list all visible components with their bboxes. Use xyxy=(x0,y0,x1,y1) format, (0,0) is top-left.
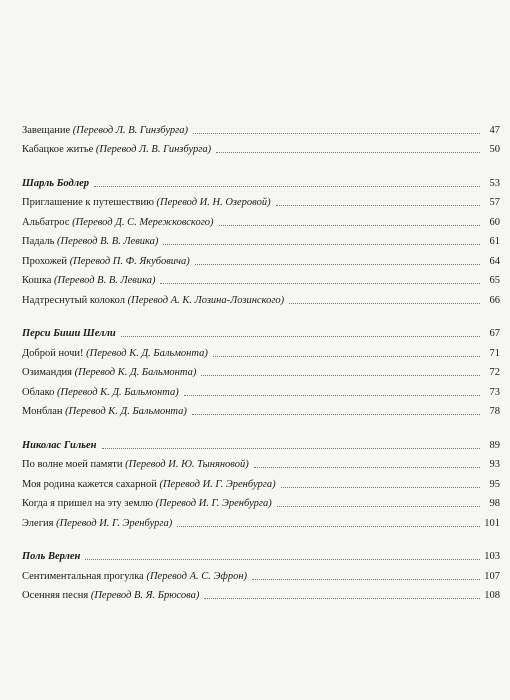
author-heading xyxy=(22,321,500,341)
dot-leader xyxy=(192,413,480,415)
toc-entry xyxy=(22,379,500,399)
toc-entry xyxy=(22,583,500,603)
dot-leader xyxy=(184,394,480,396)
dot-leader xyxy=(193,132,480,134)
page-number: 95 xyxy=(489,478,500,490)
toc-entry xyxy=(22,190,500,210)
section-gap xyxy=(22,418,500,432)
translator-credit: (Перевод В. В. Левика) xyxy=(57,236,159,247)
dot-leader xyxy=(195,263,480,265)
page-number: 61 xyxy=(489,236,500,247)
poem-title: Альбатрос (Перевод Д. С. Мережковского) xyxy=(22,216,214,228)
translator-credit: (Перевод В. Я. Брюсова) xyxy=(90,590,200,601)
translator-credit: (Перевод И. Н. Озеровой) xyxy=(156,197,271,208)
toc-entry xyxy=(22,452,500,472)
dot-leader xyxy=(177,525,480,527)
translator-credit: (Перевод Л. В. Гинзбурга) xyxy=(95,144,212,155)
page-number: 57 xyxy=(489,197,500,208)
toc-entry xyxy=(22,287,500,307)
section-gap xyxy=(22,307,500,321)
poem-title: Кабацкое житье (Перевод Л. В. Гинзбурга) xyxy=(22,144,212,155)
toc-entry xyxy=(22,399,500,419)
page-number: 71 xyxy=(489,347,500,359)
page-number: 47 xyxy=(489,124,500,136)
translator-credit: (Перевод Л. В. Гинзбурга) xyxy=(72,124,188,136)
page-number: 65 xyxy=(489,275,500,286)
page-number: 53 xyxy=(489,177,500,189)
dot-leader xyxy=(163,243,480,245)
toc-entry xyxy=(22,248,500,268)
author-heading xyxy=(22,432,500,452)
translator-credit: (Перевод И. Г. Эренбурга) xyxy=(159,478,276,490)
author-heading xyxy=(22,544,500,564)
dot-leader xyxy=(254,466,480,468)
page-number: 60 xyxy=(489,216,500,228)
poem-title: Завещание (Перевод Л. В. Гинзбурга) xyxy=(22,124,188,136)
author-name: Шарль Бодлер xyxy=(22,177,90,189)
author-heading xyxy=(22,170,500,190)
poem-title: Надтреснутый колокол (Перевод А. К. Лозина-Лозинского) xyxy=(22,294,285,306)
translator-credit: (Перевод В. В. Левика) xyxy=(54,275,156,286)
poem-title: Приглашение к путешествию (Перевод И. Н. Озеровой) xyxy=(22,197,271,208)
page-number: 66 xyxy=(489,294,500,306)
dot-leader xyxy=(277,505,480,507)
translator-credit: (Перевод К. Д. Бальмонта) xyxy=(86,347,208,359)
poem-title: Осенняя песня (Перевод В. Я. Брюсова) xyxy=(22,590,200,601)
toc-entry xyxy=(22,491,500,511)
page-number: 107 xyxy=(484,570,500,582)
dot-leader xyxy=(252,578,480,580)
page-number: 101 xyxy=(484,517,500,529)
toc-entry xyxy=(22,137,500,157)
section-gap xyxy=(22,156,500,170)
toc-entry xyxy=(22,471,500,491)
poem-title: Облако (Перевод К. Д. Бальмонта) xyxy=(22,386,179,398)
table-of-contents xyxy=(22,117,500,602)
poem-title: Моя родина кажется сахарной (Перевод И. Г. Эренбурга) xyxy=(22,478,276,490)
translator-credit: (Перевод А. К. Лозина-Лозинского) xyxy=(127,294,285,306)
toc-entry xyxy=(22,563,500,583)
poem-title: Элегия (Перевод И. Г. Эренбурга) xyxy=(22,517,173,529)
dot-leader xyxy=(201,374,480,376)
toc-entry xyxy=(22,209,500,229)
page-number: 64 xyxy=(489,255,500,267)
toc-entry xyxy=(22,340,500,360)
toc-entry xyxy=(22,360,500,380)
page-number: 72 xyxy=(489,367,500,378)
dot-leader xyxy=(85,558,480,560)
toc-entry xyxy=(22,229,500,249)
dot-leader xyxy=(94,185,480,187)
translator-credit: (Перевод К. Д. Бальмонта) xyxy=(65,406,187,417)
poem-title: Сентиментальная прогулка (Перевод А. С. Эфрон) xyxy=(22,570,248,582)
dot-leader xyxy=(276,204,480,206)
page-number: 67 xyxy=(489,328,500,339)
author-name: Николас Гильен xyxy=(22,439,97,451)
dot-leader xyxy=(281,486,480,488)
poem-title: Монблан (Перевод К. Д. Бальмонта) xyxy=(22,406,187,417)
dot-leader xyxy=(160,282,480,284)
dot-leader xyxy=(219,224,480,226)
page-number: 73 xyxy=(489,386,500,398)
poem-title: Озимандия (Перевод К. Д. Бальмонта) xyxy=(22,367,197,378)
dot-leader xyxy=(102,447,481,449)
page-number: 98 xyxy=(489,498,500,509)
dot-leader xyxy=(289,302,480,304)
page-number: 89 xyxy=(489,439,500,451)
dot-leader xyxy=(121,335,480,337)
page-number: 108 xyxy=(484,590,500,601)
toc-entry xyxy=(22,510,500,530)
poem-title: Падаль (Перевод В. В. Левика) xyxy=(22,236,159,247)
translator-credit: (Перевод П. Ф. Якубовича) xyxy=(69,255,190,267)
page-number: 50 xyxy=(489,144,500,155)
translator-credit: (Перевод К. Д. Бальмонта) xyxy=(74,367,197,378)
toc-entry xyxy=(22,117,500,137)
translator-credit: (Перевод И. Г. Эренбурга) xyxy=(56,517,173,529)
translator-credit: (Перевод И. Г. Эренбурга) xyxy=(155,498,272,509)
translator-credit: (Перевод Д. С. Мережковского) xyxy=(72,216,214,228)
page-number: 93 xyxy=(489,459,500,470)
dot-leader xyxy=(213,355,480,357)
author-name: Поль Верлен xyxy=(22,551,81,562)
translator-credit: (Перевод А. С. Эфрон) xyxy=(146,570,248,582)
poem-title: По волне моей памяти (Перевод И. Ю. Тыняновой) xyxy=(22,459,249,470)
author-name: Перси Биши Шелли xyxy=(22,328,116,339)
dot-leader xyxy=(204,597,480,599)
translator-credit: (Перевод И. Ю. Тыняновой) xyxy=(125,459,249,470)
page-number: 103 xyxy=(484,551,500,562)
poem-title: Когда я пришел на эту землю (Перевод И. Г. Эренбурга) xyxy=(22,498,272,509)
poem-title: Прохожей (Перевод П. Ф. Якубовича) xyxy=(22,255,190,267)
translator-credit: (Перевод К. Д. Бальмонта) xyxy=(57,386,179,398)
page-number: 78 xyxy=(489,406,500,417)
toc-entry xyxy=(22,268,500,288)
poem-title: Доброй ночи! (Перевод К. Д. Бальмонта) xyxy=(22,347,208,359)
poem-title: Кошка (Перевод В. В. Левика) xyxy=(22,275,156,286)
dot-leader xyxy=(216,151,480,153)
section-gap xyxy=(22,530,500,544)
